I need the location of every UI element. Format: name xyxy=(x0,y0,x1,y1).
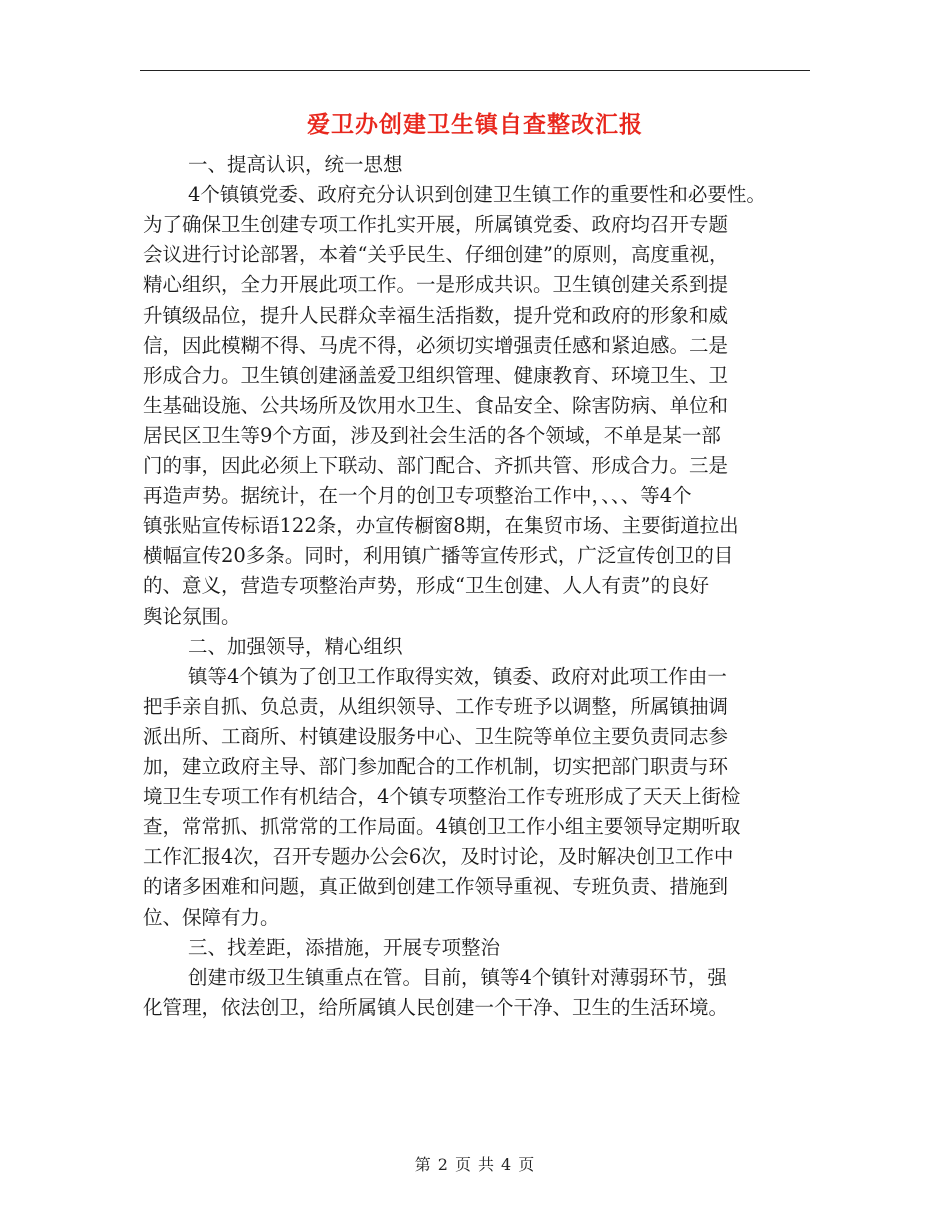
page-label-mid: 页 xyxy=(454,1155,472,1174)
paragraph-line: 形成合力。卫生镇创建涵盖爱卫组织管理、健康教育、环境卫生、卫 xyxy=(143,363,729,387)
paragraph-line: 的诸多困难和问题，真正做到创建工作领导重视、专班负责、措施到 xyxy=(143,875,729,899)
paragraph-line: 横幅宣传20多条。同时，利用镇广播等宣传形式，广泛宣传创卫的目 xyxy=(143,544,734,568)
page-label-prefix: 第 xyxy=(414,1155,432,1174)
paragraph-line: 生基础设施、公共场所及饮用水卫生、食品安全、除害防病、单位和 xyxy=(143,393,729,417)
section-heading: 二、加强领导，精心组织 xyxy=(188,634,403,658)
paragraph-line: 4个镇镇党委、政府充分认识到创建卫生镇工作的重要性和必要性。 xyxy=(188,183,766,207)
paragraph-line: 创建市级卫生镇重点在管。目前，镇等4个镇针对薄弱环节，强 xyxy=(188,965,727,989)
paragraph-line: 信，因此模糊不得、马虎不得，必须切实增强责任感和紧迫感。二是 xyxy=(143,333,729,357)
page-label-suffix: 页 xyxy=(518,1155,536,1174)
page-current: 2 xyxy=(437,1155,449,1174)
page-total: 4 xyxy=(501,1155,513,1174)
paragraph-line: 查，常常抓、抓常常的工作局面。4镇创卫工作小组主要领导定期听取 xyxy=(143,815,741,839)
paragraph-line: 镇张贴宣传标语122条，办宣传橱窗8期，在集贸市场、主要街道拉出 xyxy=(143,514,739,538)
paragraph-line: 会议进行讨论部署，本着“关乎民生、仔细创建”的原则，高度重视， xyxy=(143,243,729,267)
page-total-prefix: 共 xyxy=(478,1155,496,1174)
paragraph-line: 的、意义，营造专项整治声势，形成“卫生创建、人人有责”的良好 xyxy=(143,574,709,598)
paragraph-line: 把手亲自抓、负总责，从组织领导、工作专班予以调整，所属镇抽调 xyxy=(143,694,729,718)
paragraph-line: 加，建立政府主导、部门参加配合的工作机制，切实把部门职责与环 xyxy=(143,755,729,778)
document-title: 爱卫办创建卫生镇自查整改汇报 xyxy=(307,111,643,138)
section-heading: 一、提高认识，统一思想 xyxy=(188,153,403,176)
section-heading: 三、找差距，添措施，开展专项整治 xyxy=(188,935,501,959)
paragraph-line: 升镇级品位，提升人民群众幸福生活指数，提升党和政府的形象和威 xyxy=(143,303,729,327)
paragraph-line: 工作汇报4次，召开专题办公会6次，及时讨论，及时解决创卫工作中 xyxy=(143,845,734,869)
paragraph-line: 门的事，因此必须上下联动、部门配合、齐抓共管、形成合力。三是 xyxy=(143,454,729,477)
paragraph-line: 舆论氛围。 xyxy=(143,604,241,628)
paragraph-line: 精心组织，全力开展此项工作。一是形成共识。卫生镇创建关系到提 xyxy=(143,273,729,297)
paragraph-line: 居民区卫生等9个方面，涉及到社会生活的各个领域，不单是某一部 xyxy=(143,423,721,447)
paragraph-line: 镇等4个镇为了创卫工作取得实效，镇委、政府对此项工作由一 xyxy=(188,664,727,688)
paragraph-line: 位、保障有力。 xyxy=(143,905,280,929)
paragraph-line: 化管理，依法创卫，给所属镇人民创建一个干净、卫生的生活环境。 xyxy=(143,995,729,1019)
paragraph-line: 派出所、工商所、村镇建设服务中心、卫生院等单位主要负责同志参 xyxy=(143,724,729,748)
paragraph-line: 境卫生专项工作有机结合，4个镇专项整治工作专班形成了天天上街检 xyxy=(143,785,741,809)
page-footer xyxy=(0,1152,950,1175)
paragraph-line: 为了确保卫生创建专项工作扎实开展，所属镇党委、政府均召开专题 xyxy=(143,213,729,237)
paragraph-line: 再造声势。据统计，在一个月的创卫专项整治工作中，、、、等4个 xyxy=(143,484,692,508)
header-rule xyxy=(140,70,810,71)
